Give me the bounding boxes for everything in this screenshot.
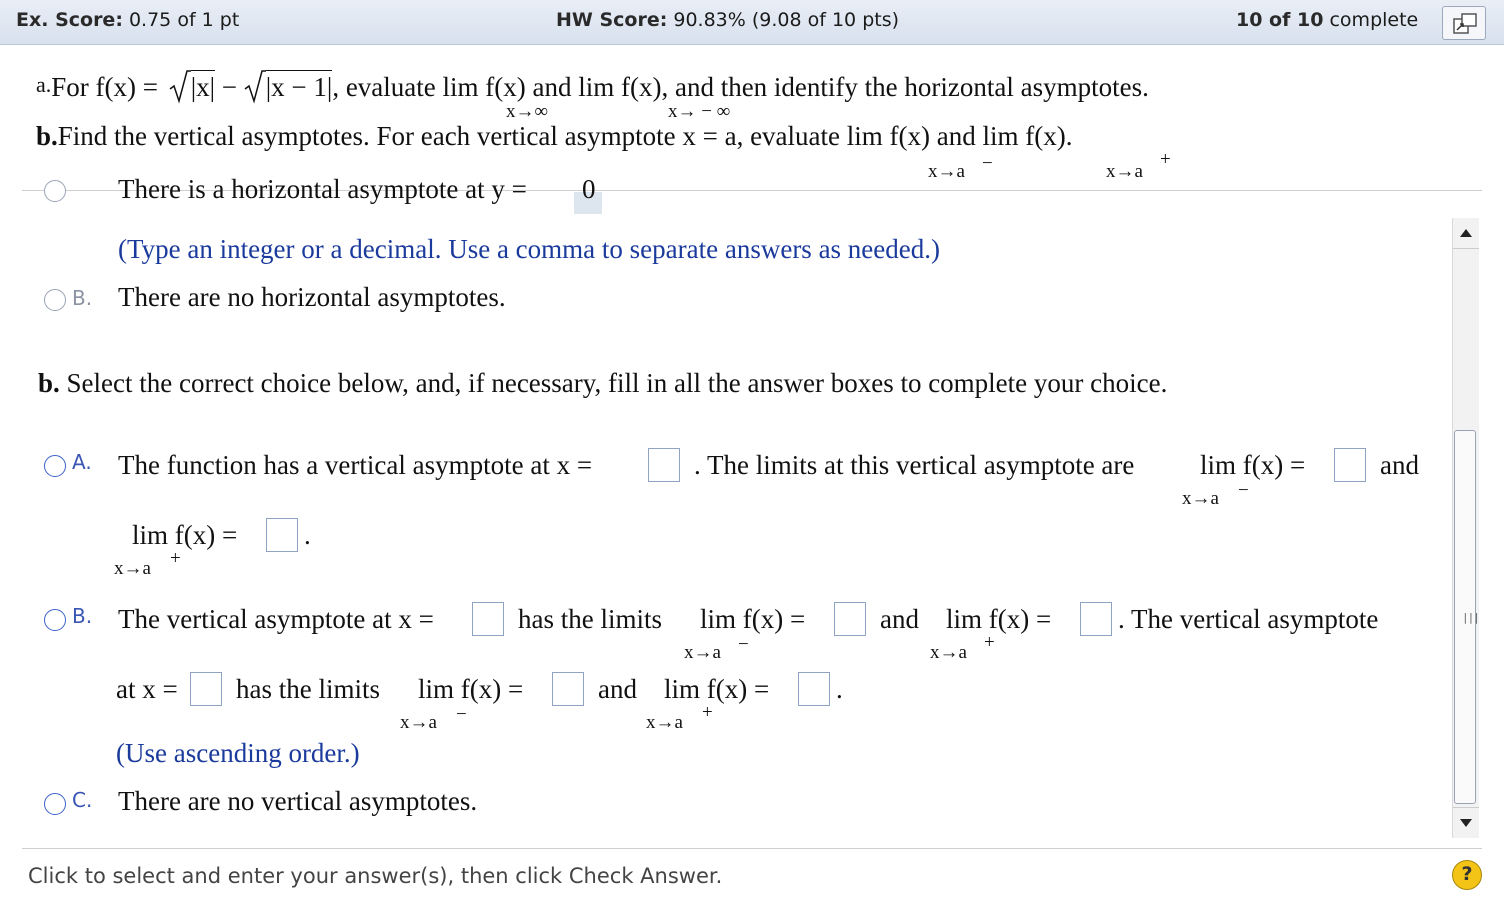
footer-instruction: Click to select and enter your answer(s), then click Check Answer. [28, 864, 723, 888]
option-a-sup-plus: + [170, 548, 181, 569]
option-b-right-limit-1-input[interactable] [1080, 602, 1112, 636]
minus-sign: − [221, 72, 238, 102]
option-b-sub-4: x→a [646, 712, 683, 733]
option-b-letter: B. [72, 604, 93, 628]
option-b-sub-3: x→a [400, 712, 437, 733]
sup-plus: + [1160, 149, 1171, 170]
question-part-b [36, 121, 1072, 152]
option-b-right-limit-2-input[interactable] [798, 672, 830, 706]
radio-option-c[interactable] [44, 793, 66, 815]
option-b-sup-plus-2: + [702, 702, 713, 723]
option-b-lim-right-2: lim f(x) = [664, 674, 770, 704]
part-b-instruction-label: b. [38, 368, 60, 398]
progress-count [1236, 9, 1418, 31]
abs-x-minus-1: |x − 1| [265, 72, 333, 102]
sqrt-icon [169, 69, 191, 103]
option-b-and-2: and [598, 674, 637, 704]
homework-score-value: 90.83% (9.08 of 10 pts) [673, 9, 900, 31]
answer-scroll-area[interactable] [0, 174, 1450, 842]
option-a-sup-minus: − [1238, 480, 1249, 501]
sup-minus: − [982, 153, 993, 174]
option-c-text: There are no vertical asymptotes. [118, 786, 478, 816]
radio-part-a-option-b[interactable] [44, 289, 66, 311]
score-bar [0, 0, 1504, 45]
option-a-and: and [1380, 450, 1419, 480]
part-a-option-b-text: There are no horizontal asymptotes. [118, 282, 506, 312]
option-b-and-1: and [880, 604, 919, 634]
option-b-hint: (Use ascending order.) [116, 738, 360, 768]
option-b-left-limit-1-input[interactable] [834, 602, 866, 636]
grip-icon: ||| [1462, 611, 1479, 624]
option-a-lim-right: lim f(x) = [132, 520, 238, 550]
option-a-letter: A. [72, 450, 92, 474]
scrollbar-thumb[interactable] [1454, 430, 1479, 804]
option-b-text2: has the limits [518, 604, 662, 634]
sqrt-icon-2 [244, 69, 266, 103]
vertical-scrollbar[interactable] [1452, 218, 1479, 838]
option-b-text3: . The vertical asymptote [1118, 604, 1379, 634]
radio-option-a[interactable] [44, 455, 66, 477]
limit-sub-a-plus: x→a [1106, 161, 1143, 182]
limit-sub-a-minus: x→a [928, 161, 965, 182]
option-a-sub-a-plus: x→a [114, 558, 151, 579]
part-a-option-b-letter: B. [72, 286, 93, 310]
limit-sub-infinity: x→∞ [506, 101, 549, 122]
option-b-sup-plus-1: + [984, 632, 995, 653]
option-a-right-limit-input[interactable] [266, 518, 298, 552]
expand-icon [1453, 13, 1477, 35]
part-a-rest: , evaluate lim f(x) and lim f(x), and then identify the horizontal asymptotes. [332, 72, 1149, 102]
part-a-for: For f(x) = [51, 72, 158, 102]
part-b-instruction-text: Select the correct choice below, and, if necessary, fill in all the answer boxes to complete your choice. [59, 368, 1168, 398]
question-header [0, 45, 1504, 191]
option-a-text1: The function has a vertical asymptote at x = [118, 450, 593, 480]
option-b-period: . [836, 674, 843, 704]
scroll-down-arrow-icon[interactable] [1453, 807, 1479, 838]
option-b-text4: at x = [116, 674, 178, 704]
progress-count-text: complete [1329, 9, 1419, 31]
option-a-period: . [304, 520, 311, 550]
exercise-score-value: 0.75 of 1 pt [128, 9, 240, 31]
option-b-sup-minus-1: − [738, 634, 749, 655]
option-b-lim-right-1: lim f(x) = [946, 604, 1052, 634]
option-b-text2-second: has the limits [236, 674, 380, 704]
limit-sub-neg-infinity: x→ − ∞ [668, 101, 731, 122]
part-b-instruction [38, 368, 1167, 399]
radio-option-b[interactable] [44, 609, 66, 631]
option-b-sub-1: x→a [684, 642, 721, 663]
abs-x: |x| [190, 72, 216, 102]
scroll-up-arrow-icon[interactable] [1453, 218, 1479, 249]
cut-off-line-text: There is a horizontal asymptote at y = [118, 174, 527, 204]
part-b-label: b. [36, 121, 58, 151]
option-b-sup-minus-2: − [456, 704, 467, 725]
homework-score [556, 9, 899, 31]
option-b-lim-left-2: lim f(x) = [418, 674, 524, 704]
radio-part-a-option-a[interactable] [44, 180, 66, 202]
cut-off-answer-value: 0 [582, 174, 596, 204]
question-part-a [36, 69, 1149, 103]
part-a-label: a. [36, 72, 52, 97]
option-b-first-asymptote-input[interactable] [472, 602, 504, 636]
help-icon[interactable]: ? [1452, 860, 1482, 890]
part-b-text: Find the vertical asymptotes. For each vertical asymptote x = a, evaluate lim f(x) and lim f(x). [57, 121, 1073, 151]
option-b-second-asymptote-input[interactable] [190, 672, 222, 706]
option-a-asymptote-input[interactable] [648, 448, 680, 482]
option-a-text2: . The limits at this vertical asymptote are [694, 450, 1135, 480]
option-c-letter: C. [72, 788, 93, 812]
option-b-lim-left-1: lim f(x) = [700, 604, 806, 634]
progress-count-bold: 10 of 10 [1236, 9, 1324, 31]
cut-off-option-a [0, 174, 1450, 216]
option-b-sub-2: x→a [930, 642, 967, 663]
part-a-hint: (Type an integer or a decimal. Use a comma to separate answers as needed.) [118, 234, 940, 264]
footer-divider [22, 848, 1482, 849]
option-b-left-limit-2-input[interactable] [552, 672, 584, 706]
homework-score-label: HW Score: [556, 9, 668, 31]
option-a-sub-a-minus: x→a [1182, 488, 1219, 509]
option-a-lim-left: lim f(x) = [1200, 450, 1306, 480]
expand-window-button[interactable] [1442, 6, 1486, 40]
option-b-text1: The vertical asymptote at x = [118, 604, 434, 634]
option-a-left-limit-input[interactable] [1334, 448, 1366, 482]
exercise-score [16, 9, 239, 31]
exercise-score-label: Ex. Score: [16, 9, 123, 31]
